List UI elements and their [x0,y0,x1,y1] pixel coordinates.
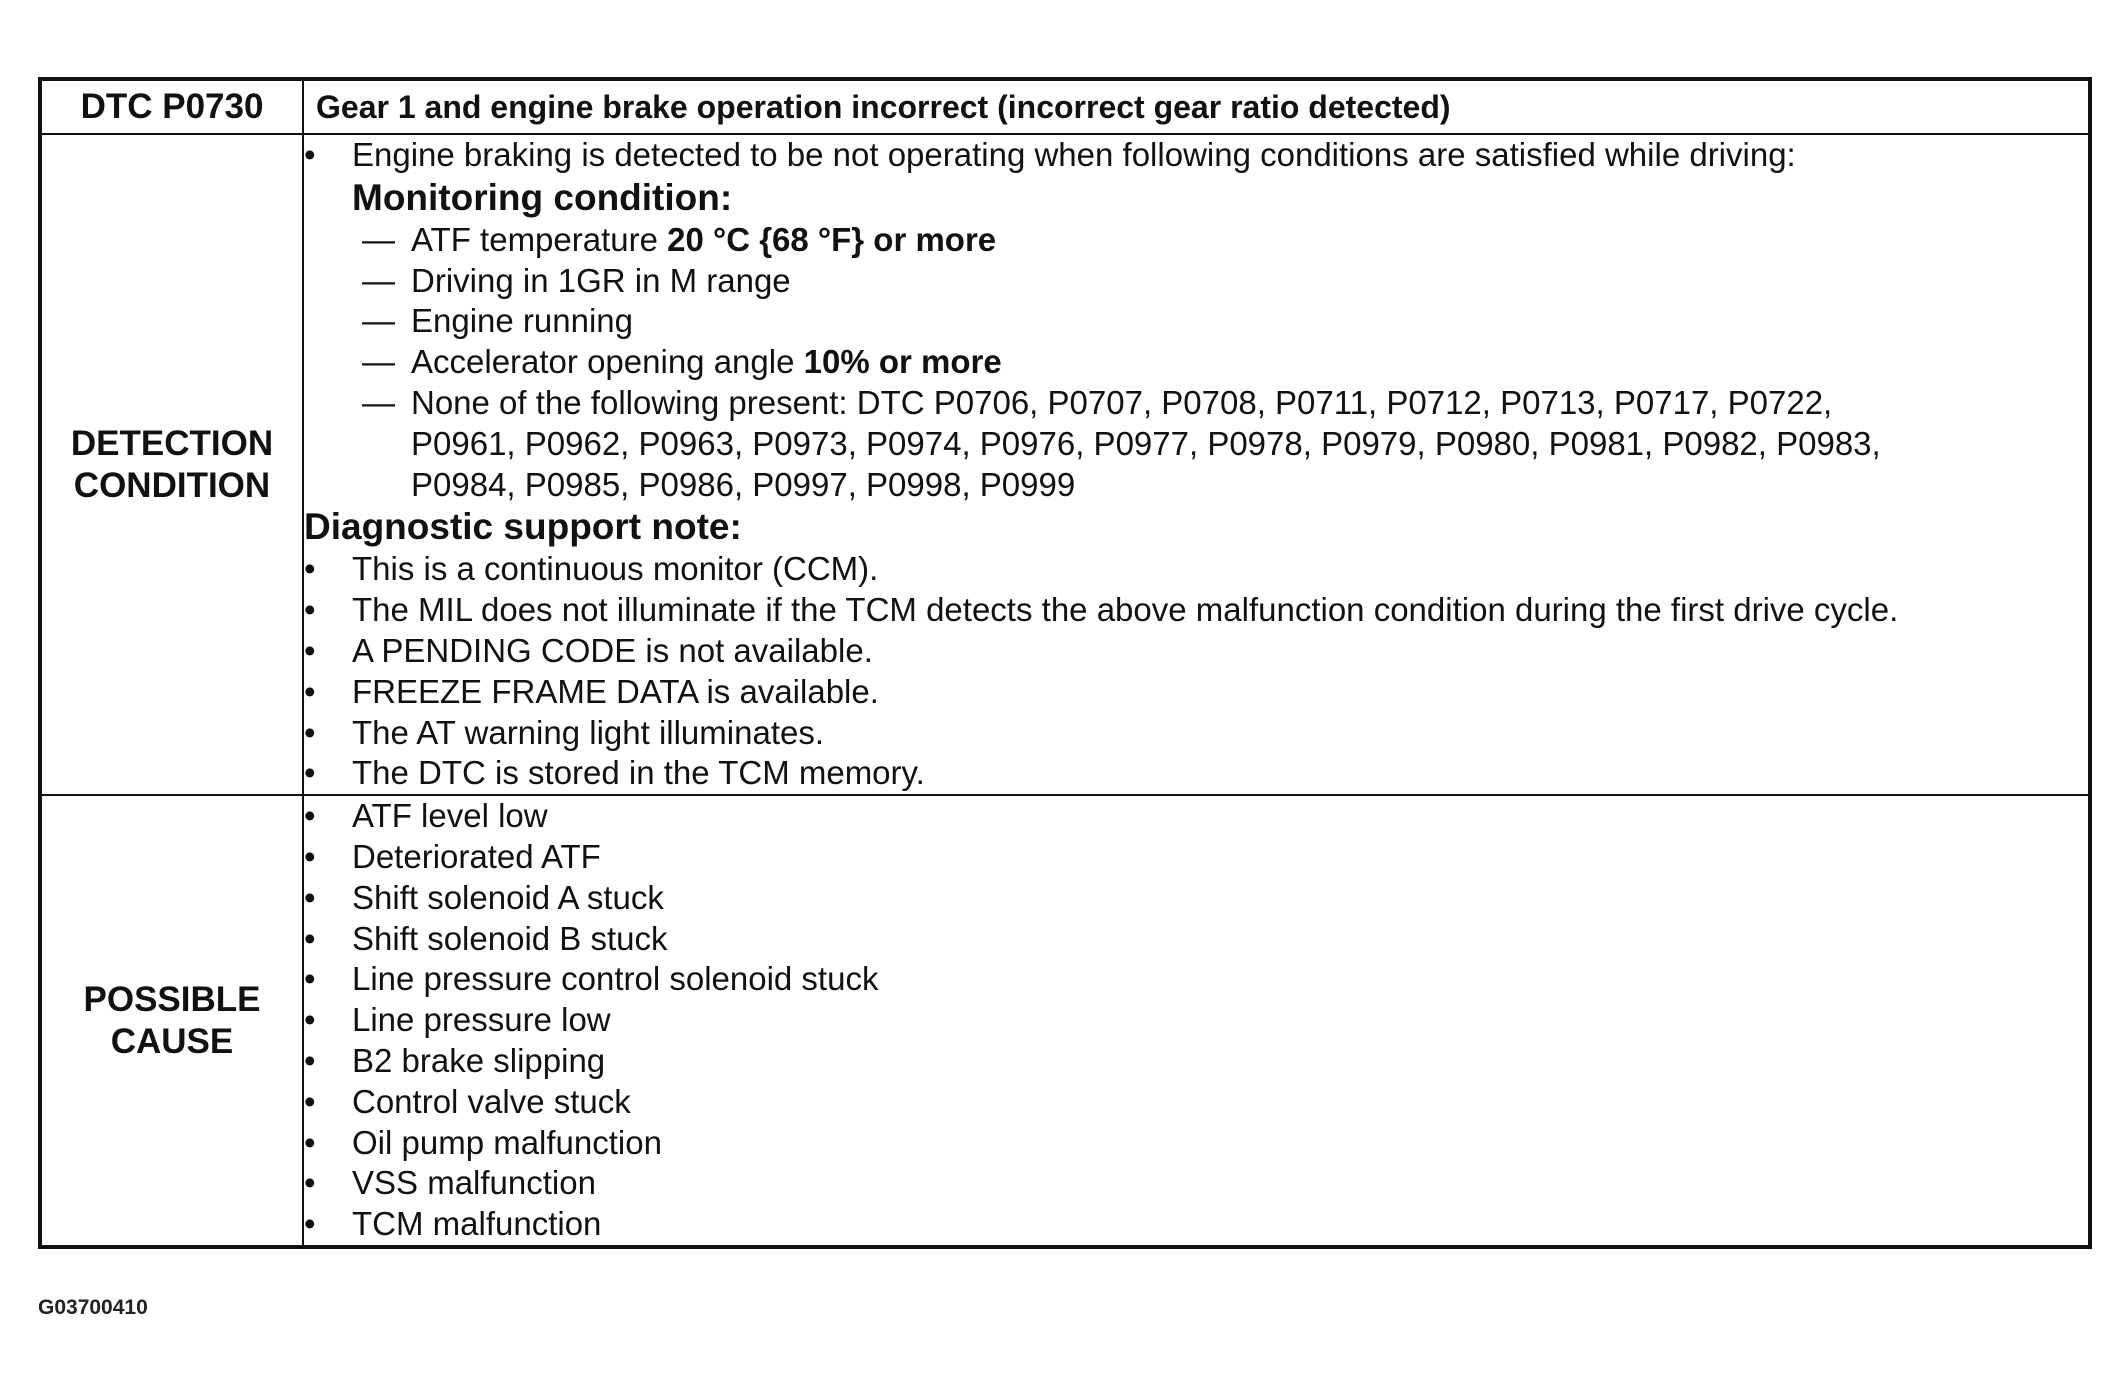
detection-row [40,134,2090,795]
support-note-list-item: • This is a continuous monitor (CCM). [304,549,2088,590]
header-row [40,79,2090,134]
accel-value: 10% or more [803,343,1002,381]
possible-cause-label-line1: POSSIBLE [83,979,261,1019]
figure-code: G03700410 [38,1296,148,1319]
atf-temp-text: ATF temperature [411,220,668,258]
cause-list-item: • Shift solenoid B stuck [304,919,2088,960]
monitoring-item-accel [304,342,2088,383]
cause-list-item: • Shift solenoid A stuck [304,878,2088,919]
cause-list-item: • Oil pump malfunction [304,1123,2088,1164]
cause-list-item: • Line pressure low [304,1000,2088,1041]
cause-list-item: • Deteriorated ATF [304,837,2088,878]
support-note-list-item: • The AT warning light illuminates. [304,713,2088,754]
cause-list-item: • ATF level low [304,796,2088,837]
dtc-table [38,77,2092,1249]
monitoring-item-none [304,383,2088,505]
detection-label-line1: DETECTION [70,423,274,463]
monitoring-item-atf [304,220,2088,261]
atf-temp-value: 20 °C {68 °F} or more [667,220,997,258]
none-line-1: — None of the following present: DTC P0706, P0707, P0708, P0711, P0712, P0713, P0717, P0722, [411,383,1833,421]
support-heading: Diagnostic support note: [304,506,742,548]
support-note-list-item: • A PENDING CODE is not available. [304,631,2088,672]
support-note-list-item: • FREEZE FRAME DATA is available. [304,672,2088,713]
accel-text: Accelerator opening angle [411,343,804,381]
possible-cause-label [40,795,303,1247]
possible-cause-content [303,795,2090,1247]
dtc-description: Gear 1 and engine brake operation incorrect (incorrect gear ratio detected) [303,79,2090,134]
support-note-list-item: • The DTC is stored in the TCM memory. [304,753,2088,794]
detection-content [303,134,2090,795]
cause-list-item: • B2 brake slipping [304,1041,2088,1082]
possible-cause-label-line2: CAUSE [110,1021,234,1061]
detection-label [40,134,303,795]
cause-list-item: • Line pressure control solenoid stuck [304,959,2088,1000]
detection-label-line2: CONDITION [73,465,271,505]
possible-cause-row [40,795,2090,1247]
none-line-2: P0961, P0962, P0963, P0973, P0974, P0976, P0977, P0978, P0979, P0980, P0981, P0982, P0983, [411,424,1881,462]
cause-list-item: • TCM malfunction [304,1204,2088,1245]
cause-list-item: • VSS malfunction [304,1163,2088,1204]
none-line-3: P0984, P0985, P0986, P0997, P0998, P0999 [411,465,1076,503]
monitoring-item-driving: — Driving in 1GR in M range [304,261,2088,302]
support-note-list-item: • The MIL does not illuminate if the TCM detects the above malfunction condition during the first drive cycle. [304,590,2088,631]
detection-intro: • Engine braking is detected to be not operating when following conditions are satisfied while driving: [304,135,2088,176]
monitoring-item-engine: — Engine running [304,301,2088,342]
dtc-code: DTC P0730 [40,79,303,134]
monitoring-heading: Monitoring condition: [352,176,733,218]
cause-list-item: • Control valve stuck [304,1082,2088,1123]
